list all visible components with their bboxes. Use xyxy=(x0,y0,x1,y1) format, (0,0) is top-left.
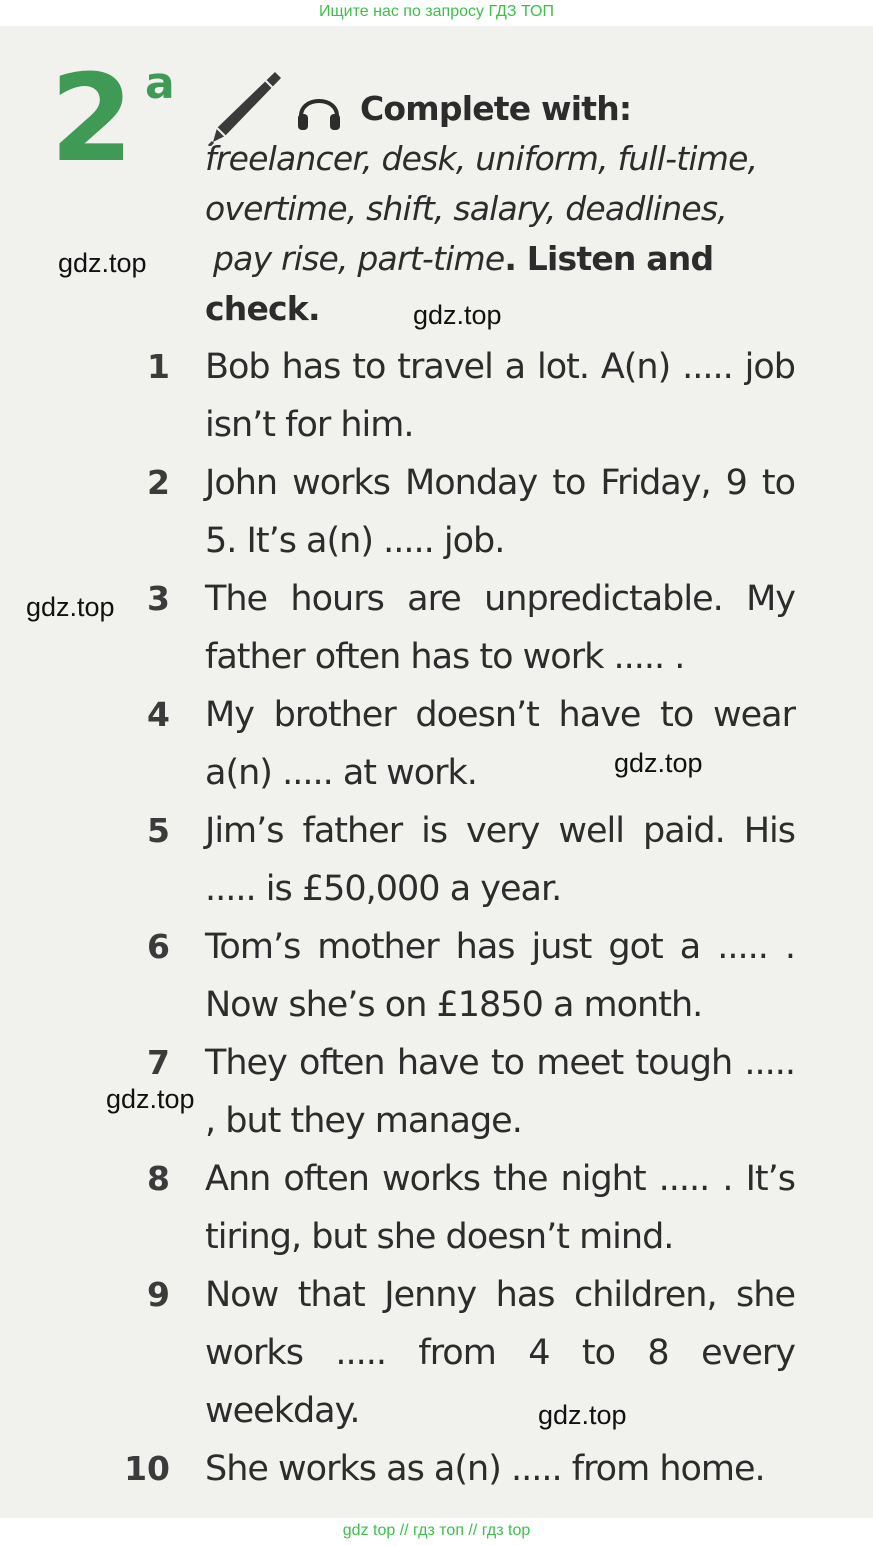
instruction-check: check. xyxy=(205,289,320,328)
exercise-number: 2 xyxy=(50,50,130,189)
top-banner[interactable]: Ищите нас по запросу ГДЗ ТОП xyxy=(319,3,554,20)
item-text: Ann often works the night ..... . It’s tiring, but she doesn’t mind. xyxy=(205,1159,795,1257)
list-item xyxy=(0,1266,873,1440)
watermark: gdz.top xyxy=(26,592,115,622)
list-item xyxy=(0,1150,873,1266)
item-text: Tom’s mother has just got a ..... . Now she’s on £1850 a month. xyxy=(205,927,795,1025)
item-text: The hours are unpredictable. My father often has to work ..... . xyxy=(205,579,795,677)
item-text: My brother doesn’t have to wear a(n) ..... at work. xyxy=(205,695,795,793)
item-text: John works Monday to Friday, 9 to 5. It’s a(n) ..... job. xyxy=(205,463,795,561)
item-text: She works as a(n) ..... from home. xyxy=(205,1449,765,1489)
word-list-line-1: freelancer, desk, uniform, full-time, xyxy=(205,139,758,178)
item-number: 4 xyxy=(147,695,170,734)
list-item xyxy=(0,570,873,686)
watermark: gdz.top xyxy=(538,1400,627,1430)
watermark: gdz.top xyxy=(614,748,703,778)
item-text: They often have to meet tough ..... , but they manage. xyxy=(205,1043,795,1141)
instruction-heading: Complete with: xyxy=(360,89,632,128)
word-list-line-3: pay rise, part-time xyxy=(213,239,505,278)
sentence-list xyxy=(0,338,873,1498)
list-item xyxy=(0,454,873,570)
item-number: 10 xyxy=(124,1449,170,1488)
instruction-listen: . Listen and xyxy=(504,239,714,278)
item-number: 7 xyxy=(147,1043,170,1082)
item-number: 9 xyxy=(147,1275,170,1314)
list-item xyxy=(0,918,873,1034)
item-text: Jim’s father is very well paid. His ..... is £50,000 a year. xyxy=(205,811,795,909)
item-text: Now that Jenny has children, she works ..... from 4 to 8 every weekday. xyxy=(205,1275,795,1431)
word-list-line-2: overtime, shift, salary, deadlines, xyxy=(205,189,727,228)
watermark: gdz.top xyxy=(413,300,502,330)
item-number: 2 xyxy=(147,463,170,502)
item-number: 8 xyxy=(147,1159,170,1198)
exercise-sub-letter: a xyxy=(145,58,175,109)
exercise-instructions xyxy=(205,84,845,334)
list-item xyxy=(0,1440,873,1498)
list-item xyxy=(0,338,873,454)
watermark: gdz.top xyxy=(106,1084,195,1114)
watermark: gdz.top xyxy=(58,248,147,278)
item-number: 5 xyxy=(147,811,170,850)
list-item xyxy=(0,686,873,802)
item-number: 6 xyxy=(147,927,170,966)
item-number: 1 xyxy=(147,347,170,386)
item-text: Bob has to travel a lot. A(n) ..... job isn’t for him. xyxy=(205,347,795,445)
list-item xyxy=(0,802,873,918)
item-number: 3 xyxy=(147,579,170,618)
footer-links[interactable]: gdz top // гдз топ // гдз top xyxy=(342,1522,531,1539)
